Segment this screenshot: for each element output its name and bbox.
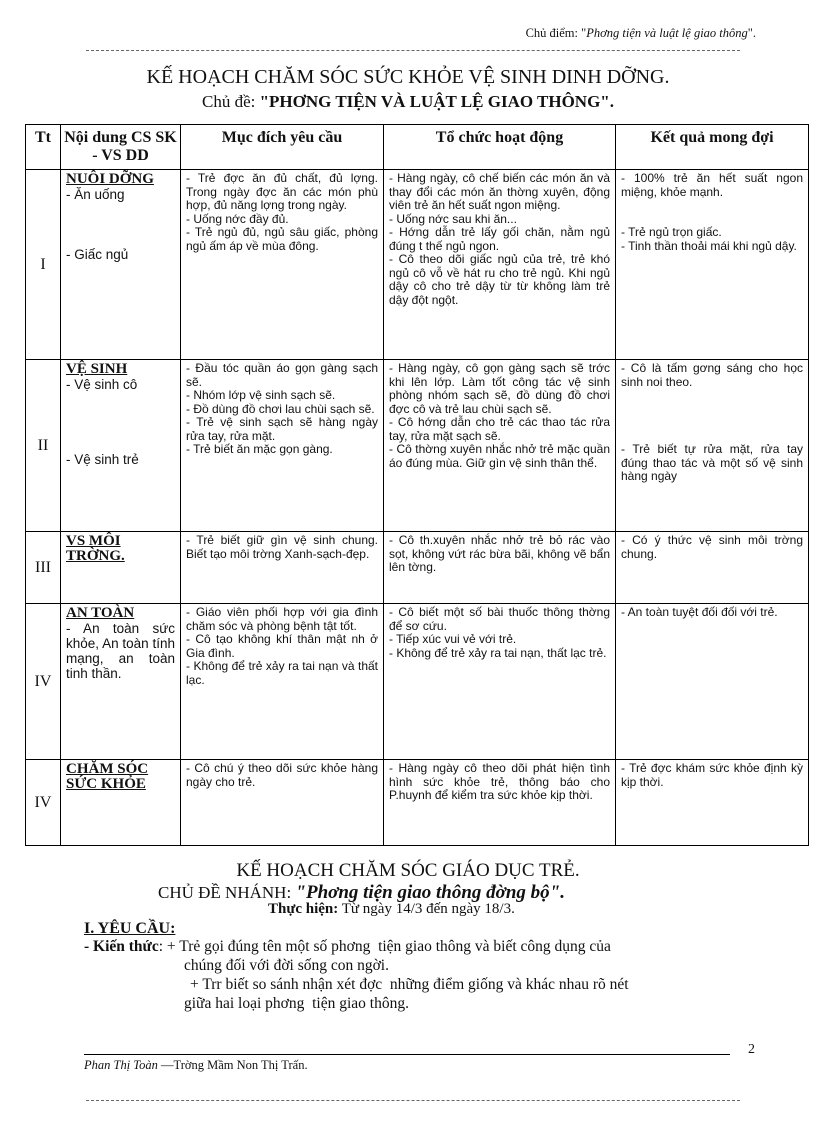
row-result: - Cô là tấm gơng sáng cho học sinh noi theo. - Trẻ biết tự rửa mặt, rửa tay đúng thao tác và một số vệ sinh hàng ngày (616, 360, 809, 532)
table-row (26, 760, 809, 846)
requirements-body: - Kiến thức: + Trẻ gọi đúng tên một số phơng tiện giao thông và biết công dụng của chúng đối với đời sống con ngời. + Trr biết so sánh nhận xét đợc những điểm giống và khác nhau rõ nét giữa hai loại phơng tiện giao thông. (84, 938, 629, 1012)
row-category: CHĂM SÓC SỨC KHỎE (61, 760, 181, 846)
col-header-purpose: Mục đích yêu cầu (181, 125, 384, 170)
row-purpose: - Trẻ đợc ăn đủ chất, đủ lợng. Trong ngày đợc ăn các món phù hợp, đủ năng lợng trong ngày. - Uống nớc đầy đủ. - Trẻ ngủ đủ, ngủ sâu giấc, phòng ngủ ấm áp về mùa đông. (181, 170, 384, 360)
header-theme: Phơng tiện và luật lệ giao thông (586, 26, 748, 40)
row-number: III (26, 532, 61, 604)
care-plan-table (25, 124, 809, 846)
footer-divider (84, 1054, 730, 1055)
page-number: 2 (748, 1042, 755, 1057)
row-category: AN TOÀN - An toàn sức khỏe, An toàn tính mạng, an toàn tinh thần. (61, 604, 181, 760)
table-row (26, 360, 809, 532)
knowledge-label: - Kiến thức (84, 938, 159, 955)
col-header-result: Kết quả mong đợi (616, 125, 809, 170)
row-category: VS MÔI TRỜNG. (61, 532, 181, 604)
footer-dash (86, 1100, 740, 1101)
row-purpose: - Giáo viên phối hợp với gia đình chăm sóc và phòng bệnh tật tốt. - Cô tạo không khí thân mật nh ở Gia đình. - Không để trẻ xảy ra tai nạn và thất lạc. (181, 604, 384, 760)
row-number: II (26, 360, 61, 532)
page-footer: Phan Thị Toàn —Trờng Mầm Non Thị Trấn. (84, 1058, 308, 1072)
row-number: IV (26, 604, 61, 760)
page-header: Chủ điểm: "Phơng tiện và luật lệ giao thông". (525, 26, 756, 40)
row-number: IV (26, 760, 61, 846)
header-divider (86, 50, 740, 51)
row-result: - 100% trẻ ăn hết suất ngon miệng, khỏe mạnh. - Trẻ ngủ trọn giấc. - Tinh thần thoải mái khi ngủ dậy. (616, 170, 809, 360)
row-number: I (26, 170, 61, 360)
table-row (26, 170, 809, 360)
document-subtitle: Chủ đề: "PHƠNG TIỆN VÀ LUẬT LỆ GIAO THÔNG". (202, 92, 614, 111)
row-activity: - Cô biết một số bài thuốc thông thờng để sơ cứu. - Tiếp xúc vui vẻ với trẻ. - Không để trẻ xảy ra tai nạn, thất lạc trẻ. (384, 604, 616, 760)
row-purpose: - Trẻ biết giữ gìn vệ sinh chung. Biết tạo môi trờng Xanh-sạch-đẹp. (181, 532, 384, 604)
row-purpose: - Cô chú ý theo dõi sức khỏe hàng ngày cho trẻ. (181, 760, 384, 846)
col-header-content: Nội dung CS SK - VS DD (61, 125, 181, 170)
row-activity: - Hàng ngày cô theo dõi phát hiện tình hình sức khỏe trẻ, thông báo cho P.huynh để kiểm tra sức khỏe kịp thời. (384, 760, 616, 846)
table-row (26, 532, 809, 604)
row-activity: - Hàng ngày, cô chế biến các món ăn và thay đổi các món ăn thờng xuyên, động viên trẻ ăn hết suất ngon miệng. - Uống nớc sau khi ăn... - Hớng dẫn trẻ lấy gối chăn, nằm ngủ đúng t thế ngủ ngon. - Cô theo dõi giấc ngủ của trẻ, trẻ khó ngủ cô vỗ về hát ru cho trẻ ngủ. Khi ngủ dậy cô cho trẻ dậy từ từ không làm trẻ dậy đột ngột. (384, 170, 616, 360)
row-category: NUÔI DỠNG - Ăn uống - Giấc ngủ (61, 170, 181, 360)
row-result: - Có ý thức vệ sinh môi trờng chung. (616, 532, 809, 604)
table-header-row (26, 125, 809, 170)
row-category: VỆ SINH - Vệ sinh cô - Vệ sinh trẻ (61, 360, 181, 532)
section-subtitle: CHỦ ĐỀ NHÁNH: "Phơng tiện giao thông đờng bộ". (158, 882, 565, 903)
row-activity: - Cô th.xuyên nhắc nhở trẻ bỏ rác vào sọt, không vứt rác bừa bãi, không vẽ bẩn lên tờng. (384, 532, 616, 604)
table-row (26, 604, 809, 760)
row-result: - Trẻ đợc khám sức khỏe định kỳ kịp thời. (616, 760, 809, 846)
row-result: - An toàn tuyệt đối đối với trẻ. (616, 604, 809, 760)
row-purpose: - Đầu tóc quần áo gọn gàng sạch sẽ. - Nhóm lớp vệ sinh sạch sẽ. - Đồ dùng đồ chơi lau chùi sạch sẽ. - Trẻ vệ sinh sạch sẽ hàng ngày rửa tay, rửa mặt. - Trẻ biết ăn mặc gọn gàng. (181, 360, 384, 532)
document-title: KẾ HOẠCH CHĂM SÓC SỨC KHỎE VỆ SINH DINH DỠNG. (146, 66, 670, 88)
requirements-heading: I. YÊU CẦU: (84, 920, 176, 937)
section-title: KẾ HOẠCH CHĂM SÓC GIÁO DỤC TRẺ. (236, 860, 580, 881)
col-header-activity: Tổ chức hoạt động (384, 125, 616, 170)
implementation-dates: Thực hiện: Từ ngày 14/3 đến ngày 18/3. (268, 901, 515, 917)
col-header-tt: Tt (26, 125, 61, 170)
row-activity: - Hàng ngày, cô gọn gàng sạch sẽ trớc khi lên lớp. Làm tốt công tác vệ sinh phòng nhóm sạch sẽ, đồ dùng đồ chơi đợc cô và trẻ lau chùi sạch sẽ. - Cô hớng dẫn cho trẻ các thao tác rửa tay, rửa mặt sạch sẽ. - Cô thờng xuyên nhắc nhở trẻ mặc quần áo đúng mùa. Giữ gìn vệ sinh thân thể. (384, 360, 616, 532)
